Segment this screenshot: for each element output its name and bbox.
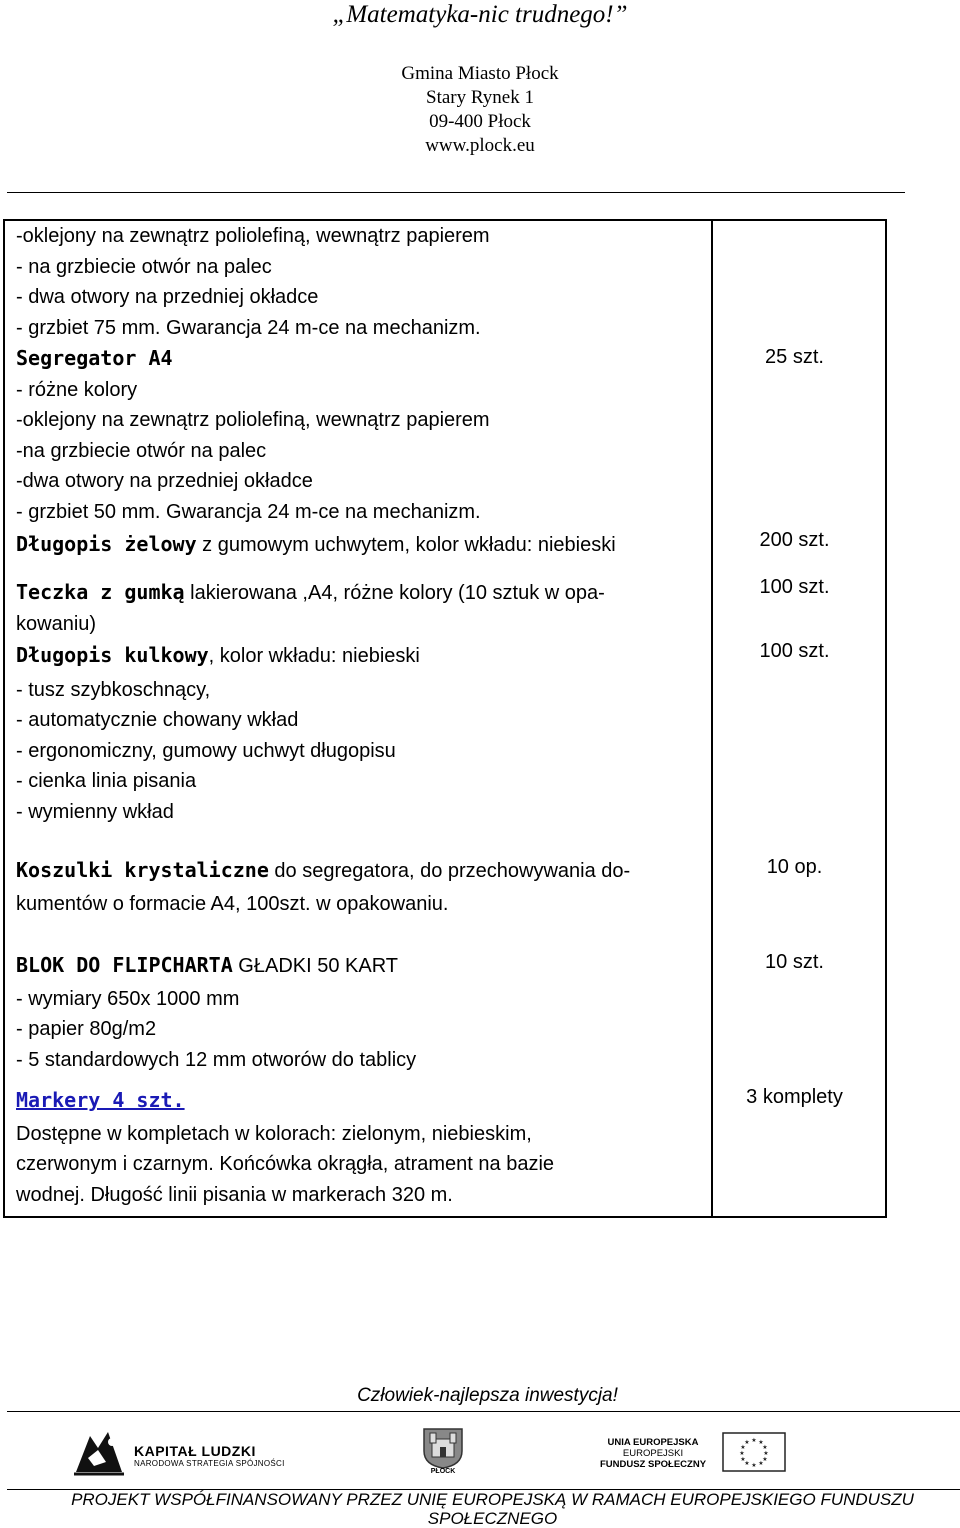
item-name: Segregator A4 xyxy=(16,346,173,370)
project-line-2: SPOŁECZNEGO xyxy=(427,1509,558,1528)
ue-line-1: UNIA EUROPEJSKA xyxy=(607,1437,699,1448)
kapital-ludzki-title: KAPITAŁ LUDZKI xyxy=(134,1443,256,1459)
plock-coat-of-arms-icon xyxy=(420,1427,466,1469)
item-line: - wymienny wkład xyxy=(16,800,174,823)
footer-slogan: Człowiek-najlepsza inwestycja! xyxy=(357,1385,618,1406)
header-divider xyxy=(7,192,905,193)
address-line-3: 09-400 Płock xyxy=(429,111,531,132)
item-line: wodnej. Długość linii pisania w markerach 320 m. xyxy=(16,1183,453,1206)
quantity-column xyxy=(712,220,886,1217)
kapital-ludzki-logo xyxy=(68,1428,128,1480)
item-line: -oklejony na zewnątrz poliolefiną, wewnątrz papierem xyxy=(16,409,490,431)
item-line: kowaniu) xyxy=(16,612,97,635)
item-description: GŁADKI 50 KART xyxy=(232,955,399,977)
item-line: -dwa otwory na przedniej okładce xyxy=(16,470,313,492)
eu-flag-icon xyxy=(722,1432,786,1472)
address-line-1: Gmina Miasto Płock xyxy=(401,63,559,84)
list-item xyxy=(16,577,707,639)
kapital-ludzki-subtitle: NARODOWA STRATEGIA SPÓJNOŚCI xyxy=(134,1459,285,1468)
item-line: - na grzbiecie otwór na palec xyxy=(16,255,272,278)
svg-text:★: ★ xyxy=(758,1460,764,1467)
quantity-cell: 100 szt. xyxy=(759,576,830,598)
quantity-cell: 3 komplety xyxy=(746,1086,843,1108)
item-description: , kolor wkładu: niebieski xyxy=(208,645,420,667)
item-description: do segregatora, do przechowywania do- xyxy=(268,860,631,882)
quantity-cell: 10 op. xyxy=(766,856,823,878)
item-line: czerwonym i czarnym. Końcówka okrągła, atrament na bazie xyxy=(16,1153,555,1175)
item-description: lakierowana ,A4, różne kolory (10 sztuk w opa- xyxy=(184,582,605,604)
kapital-ludzki-text xyxy=(134,1443,285,1468)
svg-text:★: ★ xyxy=(744,1460,750,1467)
project-statement xyxy=(0,1490,960,1528)
item-line: - grzbiet 50 mm. Gwarancja 24 m-ce na mechanizm. xyxy=(16,500,481,523)
quantity-cell: 25 szt. xyxy=(765,346,824,368)
svg-text:★: ★ xyxy=(739,1450,745,1457)
item-description: z gumowym uchwytem, kolor wkładu: niebieski xyxy=(196,534,616,556)
svg-text:★: ★ xyxy=(740,1444,746,1451)
list-item xyxy=(16,855,707,919)
svg-text:★: ★ xyxy=(762,1456,768,1463)
list-item xyxy=(16,221,707,343)
address-line-2: Stary Rynek 1 xyxy=(426,87,534,108)
item-line: - grzbiet 75 mm. Gwarancja 24 m-ce na mechanizm. xyxy=(16,316,481,339)
list-item xyxy=(16,529,707,561)
svg-text:★: ★ xyxy=(744,1439,750,1446)
project-line-1: PROJEKT WSPÓŁFINANSOWANY PRZEZ UNIĘ EUROPEJSKĄ W RAMACH EUROPEJSKIEGO FUNDUSZU xyxy=(71,1490,914,1509)
description-column xyxy=(4,220,712,1217)
svg-text:★: ★ xyxy=(763,1450,769,1457)
ue-text xyxy=(592,1437,714,1470)
items-table xyxy=(3,219,887,1218)
item-name: BLOK DO FLIPCHARTA xyxy=(16,953,233,977)
item-line: - ergonomiczny, gumowy uchwyt długopisu xyxy=(16,739,396,762)
item-line: - cienka linia pisania xyxy=(16,770,197,792)
item-name: Koszulki krystaliczne xyxy=(16,858,269,882)
item-line: -oklejony na zewnątrz poliolefiną, wewnątrz papierem xyxy=(16,225,490,247)
address-website: www.plock.eu xyxy=(425,135,535,156)
list-item xyxy=(16,1085,707,1210)
item-name: Teczka z gumką xyxy=(16,580,185,604)
item-name: Długopis żelowy xyxy=(16,532,197,556)
quantity-cell: 200 szt. xyxy=(759,529,830,551)
item-line: Dostępne w kompletach w kolorach: zielonym, niebieskim, xyxy=(16,1122,532,1145)
svg-text:★: ★ xyxy=(751,1437,757,1444)
item-name: Długopis kulkowy xyxy=(16,643,209,667)
markery-link[interactable]: Markery 4 szt. xyxy=(16,1088,185,1112)
ue-line-3: FUNDUSZ SPOŁECZNY xyxy=(599,1459,707,1470)
item-line: - różne kolory xyxy=(16,378,138,401)
svg-text:★: ★ xyxy=(740,1456,746,1463)
item-line: kumentów o formacie A4, 100szt. w opakowaniu. xyxy=(16,892,449,915)
ue-line-2: EUROPEJSKI xyxy=(622,1448,684,1459)
item-line: - 5 standardowych 12 mm otworów do tablicy xyxy=(16,1048,417,1071)
list-item xyxy=(16,950,707,1075)
list-item xyxy=(16,640,707,827)
item-line: - dwa otwory na przedniej okładce xyxy=(16,286,319,308)
item-line: - papier 80g/m2 xyxy=(16,1018,157,1040)
plock-label: PŁOCK xyxy=(430,1468,456,1475)
svg-text:★: ★ xyxy=(758,1439,764,1446)
list-item xyxy=(16,343,707,527)
svg-text:★: ★ xyxy=(762,1444,768,1451)
item-line: - tusz szybkoschnący, xyxy=(16,678,211,701)
quantity-cell: 10 szt. xyxy=(765,951,824,973)
quantity-cell: 100 szt. xyxy=(759,640,830,662)
footer-divider-top xyxy=(7,1411,960,1412)
item-line: - automatycznie chowany wkład xyxy=(16,709,299,731)
item-line: -na grzbiecie otwór na palec xyxy=(16,439,267,462)
item-line: - wymiary 650x 1000 mm xyxy=(16,987,240,1010)
page-title: „Matematyka-nic trudnego!” xyxy=(332,1,628,28)
svg-text:★: ★ xyxy=(751,1462,757,1469)
